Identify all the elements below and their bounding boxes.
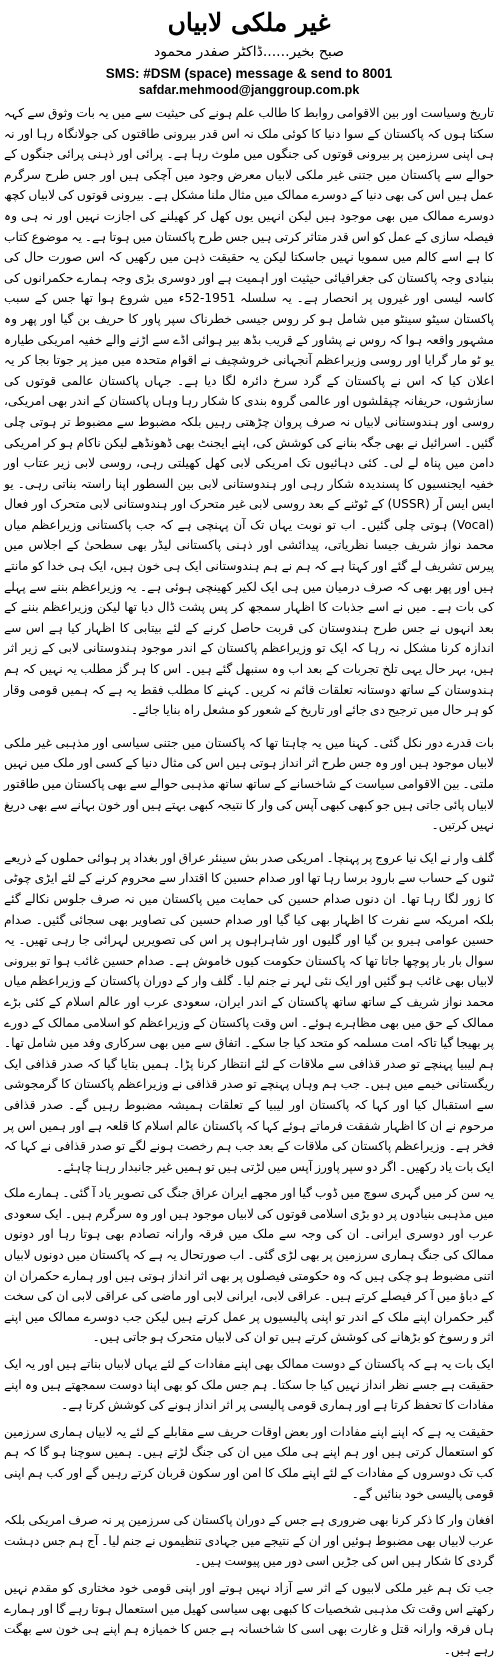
paragraph-8: جب تک ہم غیر ملکی لابیوں کے اثر سے آزاد نہیں ہوتے اور اپنی قومی خود مختاری کو مقدم نہیں رکھتے اس وقت تک مذہبی شخصیات کا کبھی بھی سیاسی کھیل میں استعمال ہوتا رہے گا اور ہمارے ہاں فرقہ وارانہ قتل و غارت بھی اسی کا شاخسانہ ہے جس کا خمیازہ ہم اپنے ہی خون سے بھگت رہے ہیں۔ bbox=[4, 1580, 494, 1657]
article-body bbox=[4, 103, 494, 1660]
paragraph-7: افغان وار کا ذکر کرنا بھی ضروری ہے جس کے دوران پاکستان کی سرزمین پر نہ صرف امریکی بلکہ عرب لابیاں بھی مضبوط ہوئیں اور ان کے نتیجے میں جہادی تنظیموں نے جنم لیا۔ آج ہم جس دہشت گردی کا شکار ہیں اس کی جڑیں اسی دور میں پیوست ہیں۔ bbox=[4, 1513, 494, 1569]
author-byline: صبح بخیر......ڈاکٹر صفدر محمود bbox=[154, 44, 344, 60]
article-page bbox=[4, 4, 495, 1657]
paragraph-4: یہ سن کر میں گہری سوچ میں ڈوب گیا اور مجھے ایران عراق جنگ کی تصویر یاد آ گئی۔ ہمارے ملک میں مذہبی بنیادوں پر دو بڑی اسلامی قوتوں کی لابیاں موجود ہیں اور وہ سرگرم ہیں۔ ایک سعودی عرب اور دوسری ایرانی۔ ان کی وجہ سے ملک میں فرقہ وارانہ تصادم بھی ہوتا رہا اور دونوں ممالک کی جنگ ہماری سرزمین پر بھی لڑی گئی۔ اب صورتحال یہ ہے کہ پاکستان میں دونوں لابیاں اتنی مضبوط ہو چکی ہیں کہ وہ حکومتی فیصلوں پر بھی اثر انداز ہوتی ہیں اور ہمارے حکمران ان کے دباؤ میں آ کر فیصلے کرتے ہیں۔ عراقی لابی، ایرانی لابی اور ماضی کی عراقی لابی ان کی سخت گیر حکمران اپنے ملک کے اندر تو اپنی پالیسیوں پر عمل کرتے ہیں لیکن جب دوسرے ممالک میں اپنے اثر و رسوخ کو بڑھانے کی کوشش کرتے ہیں تو ان کی لابیاں متحرک ہو جاتی ہیں۔ bbox=[4, 1186, 494, 1345]
article-header bbox=[4, 6, 494, 98]
paragraph-5: ایک بات یہ ہے کہ پاکستان کے دوست ممالک بھی اپنے مفادات کے لئے یہاں لابیاں بناتے ہیں اور یہ ایک حقیقت ہے جسے نظر انداز نہیں کیا جا سکتا۔ ہم جس ملک کو بھی اپنا دوست سمجھتے ہیں وہ اپنے مفادات کا تحفظ کرتا ہے اور ہماری قومی پالیسی پر اثر انداز ہونے کی کوشش کرتا ہے۔ bbox=[4, 1357, 494, 1413]
paragraph-2: بات قدرے دور نکل گئی۔ کہنا میں یہ چاہتا تھا کہ پاکستان میں جتنی سیاسی اور مذہبی غیر ملکی لابیاں موجود ہیں اور وہ جس طرح اثر انداز ہوتی ہیں اس کی مثال دنیا کے کسی اور ملک میں نہیں ملتی۔ بین الاقوامی سیاست کے شاخسانے کے ساتھ ساتھ مذہبی حوالے سے بھی پاکستان میں طاقتور لابیاں پائی جاتی ہیں جو کبھی کبھی آپس کی وار کا نتیجہ کبھی بہتے ہیں اور خون بہانے سے بھی دریغ نہیں کرتیں۔ bbox=[4, 735, 494, 833]
sms-line: SMS: #DSM (space) message & send to 8001 bbox=[105, 66, 393, 81]
paragraph-6: حقیقت یہ ہے کہ اپنے اپنے مفادات اور بعض اوقات حریف سے مقابلے کے لئے یہ لابیاں ہماری سرزمین کو استعمال کرتی ہیں اور ہم اپنے ہی ملک میں ان کی جنگ لڑتے ہیں۔ ہمیں سوچنا ہو گا کہ ہم کب تک دوسروں کے مفادات کے لئے اپنے ملک کا امن اور سکون قربان کرتے رہیں گے اور کب ہم اپنی قومی پالیسی خود بنائیں گے۔ bbox=[4, 1424, 494, 1501]
author-email: safdar.mehmood@janggroup.com.pk bbox=[138, 83, 360, 97]
paragraph-3: گلف وار نے ایک نیا عروج پر پہنچا۔ امریکی صدر بش سینئر عراق اور بغداد پر ہوائی حملوں کے ذریعے ٹنوں کے حساب سے بارود برسا رہا تھا اور صدام حسین کا اقتدار سے محروم کرنے کے لئے ایڑی چوٹی کا زور لگا رہا تھا۔ ان دنوں صدام حسین کی حمایت میں پاکستان میں نہ صرف جلوس نکالے گئے بلکہ امریکہ سے نفرت کا اظہار بھی کیا گیا اور صدام حسین کی تصاویر بھی سجائی گئیں۔ صدام حسین عوامی ہیرو بن گیا اور گلیوں اور شاہراہوں پر اس کی تصویریں لہرائی جا رہی تھیں۔ یہ سوال بار بار پوچھا جاتا تھا کہ پاکستان حکومت کیوں خاموش ہے۔ صدام حسین غائب ہوا تو بیرونی لابیاں بھی غائب ہو گئیں اور ایک نئی لہر نے جنم لیا۔ گلف وار کے دوران پاکستان کے وزیراعظم میاں محمد نواز شریف کے ساتھ ساتھ پاکستان کے اندر ایران، سعودی عرب اور عالم اسلام کے کئی بڑے ممالک کے حق میں بھی مظاہرے ہوئے۔ اس وقت پاکستان کے وزیراعظم کو اسلامی ممالک کے دورے پر بھیجا گیا تاکہ امت مسلمہ کو متحد کیا جا سکے۔ اتفاق سے میں بھی سرکاری وفد میں شامل تھا۔ ہم لیبیا پہنچے تو صدر قذافی سے ملاقات کے لئے انتظار کرنا پڑا۔ ہمیں بتایا گیا کہ صدر قذافی ایک ریگستانی خیمے میں ہیں۔ جب ہم وہاں پہنچے تو صدر قذافی نے وزیراعظم پاکستان کا گرمجوشی سے استقبال کیا اور کہا کہ پاکستان اور لیبیا کے تعلقات ہمیشہ مضبوط رہیں گے۔ صدر قذافی مرحوم نے ان کا اظہار شفقت فرماتے ہوئے کہا کہ پاکستان عالم اسلام کا قلعہ ہے اور ہمیں اس پر فخر ہے۔ وزیراعظم پاکستان کی ملاقات کے بعد جب ہم رخصت ہونے لگے تو صدر قذافی نے کہا کہ ایک بات یاد رکھیں۔ اگر دو سپر پاورز آپس میں لڑتی ہیں تو ہمیں غیر جانبدار رہنا چاہئے۔ bbox=[4, 850, 494, 1174]
article-title: غیر ملکی لابیاں bbox=[167, 8, 331, 37]
paragraph-1: تاریخ وسیاست اور بین الاقوامی روابط کا طالب علم ہونے کی حیثیت سے میں یہ بات وثوق سے کہہ سکتا ہوں کہ پاکستان کے سوا دنیا کا کوئی ملک نہ اس قدر بیرونی طاقتوں کی جولانگاہ رہا اور نہ ہی اپنی سرزمین پر بیرونی قوتوں کی جنگوں میں ملوث رہا ہے۔ پرائی اور ذہنی پرائی جنگوں کے حوالے سے پاکستان میں جتنی غیر ملکی لابیاں معرض وجود میں آچکی ہیں اور جس طرح سرگرم عمل ہیں اس کی بھی دنیا کے دوسرے ممالک میں مثال ملنا مشکل ہے۔ بیرونی قوتوں کی لابیاں کچھ دوسرے ممالک میں بھی موجود ہیں لیکن انہیں یوں کھل کر کھیلنے کی اجازت نہیں اور نہ ہی وہ فیصلہ سازی کے عمل کو اس قدر متاثر کرتی ہیں جس طرح پاکستان میں ہوتا ہے۔ یہ موضوع کتاب کا ہے اسے کالم میں سمویا نہیں جاسکتا لیکن یہ حقیقت ذہن میں رکھیں کہ اس صورت حال کی بنیادی وجہ پاکستان کی جغرافیائی حیثیت اور اہمیت ہے اور دوسری بڑی وجہ ہمارے حکمرانوں کی کاسہ لیسی اور غیروں پر انحصار ہے۔ یہ سلسلہ 1951-52ء میں شروع ہوا تھا جس کے سبب پاکستان سیٹو سینٹو میں شامل ہو کر روس جیسی خطرناک سپر پاور کا حریف بن گیا اور پھر وہ مشہور واقعہ ہوا کہ روس نے پشاور کے قریب بڈھ بیر ہوائی اڈے سے اڑنے والے خفیہ امریکی طیارہ یو ٹو مار گرایا اور روسی وزیراعظم آنجہانی خروشچیف نے اقوام متحدہ میں میز پر جوتا بجا کر یہ اعلان کیا کہ اس نے پاکستان کے گرد سرخ دائرہ لگا دیا ہے۔ جہاں پاکستان عالمی قوتوں کی سازشوں، حریفانہ چپقلشوں اور عالمی گروہ بندی کا شکار رہا وہاں پاکستان کے اندر بھی امریکی، روسی اور ہندوستانی لابیاں نہ صرف پروان چڑھتی رہیں بلکہ مضبوط سے مضبوط تر ہوتی چلی گئیں۔ اسرائیل نے بھی جگہ بنانے کی کوشش کی، اپنے ایجنٹ بھی ڈھونڈھے لیکن ناکام ہو کر امریکی دامن میں پناہ لے لی۔ کئی دہائیوں تک امریکی لابی کھل کھیلتی رہی، روسی لابی زیر عتاب اور خفیہ ایجنسیوں کا پسندیدہ شکار رہی اور ہندوستانی لابی بین السطور اپنا راستہ بناتی رہی۔ یو ایس ایس آر (USSR) کے ٹوٹنے کے بعد روسی لابی غیر متحرک اور ہندوستانی لابی متحرک اور فعال (Vocal) ہوتی چلی گئیں۔ اب تو نوبت یہاں تک آن پہنچی ہے کہ جب پاکستانی وزیراعظم میاں محمد نواز شریف جیسا نظریاتی، پیدائشی اور ذہنی پاکستانی لیڈر بھی سطحیٰ کے اجلاس میں پیرس تشریف لے گئے اور کہتا ہے کہ ہم نے ہم ہندوستانی ایک ہی خون ہیں، ایک ہی خدا کو مانتے ہیں اور پھر بھی کہ صرف درمیان میں ہی ایک لکیر کھینچی ہوئی ہے۔ یہ وزیراعظم بننے سے پہلے کی بات ہے۔ میں نے اسے جذبات کا اظہار سمجھ کر پس پشت ڈال دیا تھا لیکن وزیراعظم بننے کے بعد انہوں نے جس طرح ہندوستان کی قربت حاصل کرنے کے لئے بیتابی کا اظہار کیا ہے اس سے اندازہ کرنا مشکل نہ رہا کہ ایک تو وزیراعظم پاکستان کے اندر موجود ہندوستانی لابی کے زیر اثر ہیں، بہر حال یہی تلخ تجربات کے بعد اب وہ سنبھل گئے ہیں۔ اس کا ہر گز مطلب یہ نہیں کہ ہم ہندوستان کے ساتھ دوستانہ تعلقات قائم نہ کریں۔ کہنے کا مطلب فقط یہ ہے کہ ہمیں قومی وقار کو ہر حال میں ترجیح دی جائے اور تاریخ کے شعور کو مشعل راہ بنایا جائے۔ bbox=[4, 106, 495, 718]
